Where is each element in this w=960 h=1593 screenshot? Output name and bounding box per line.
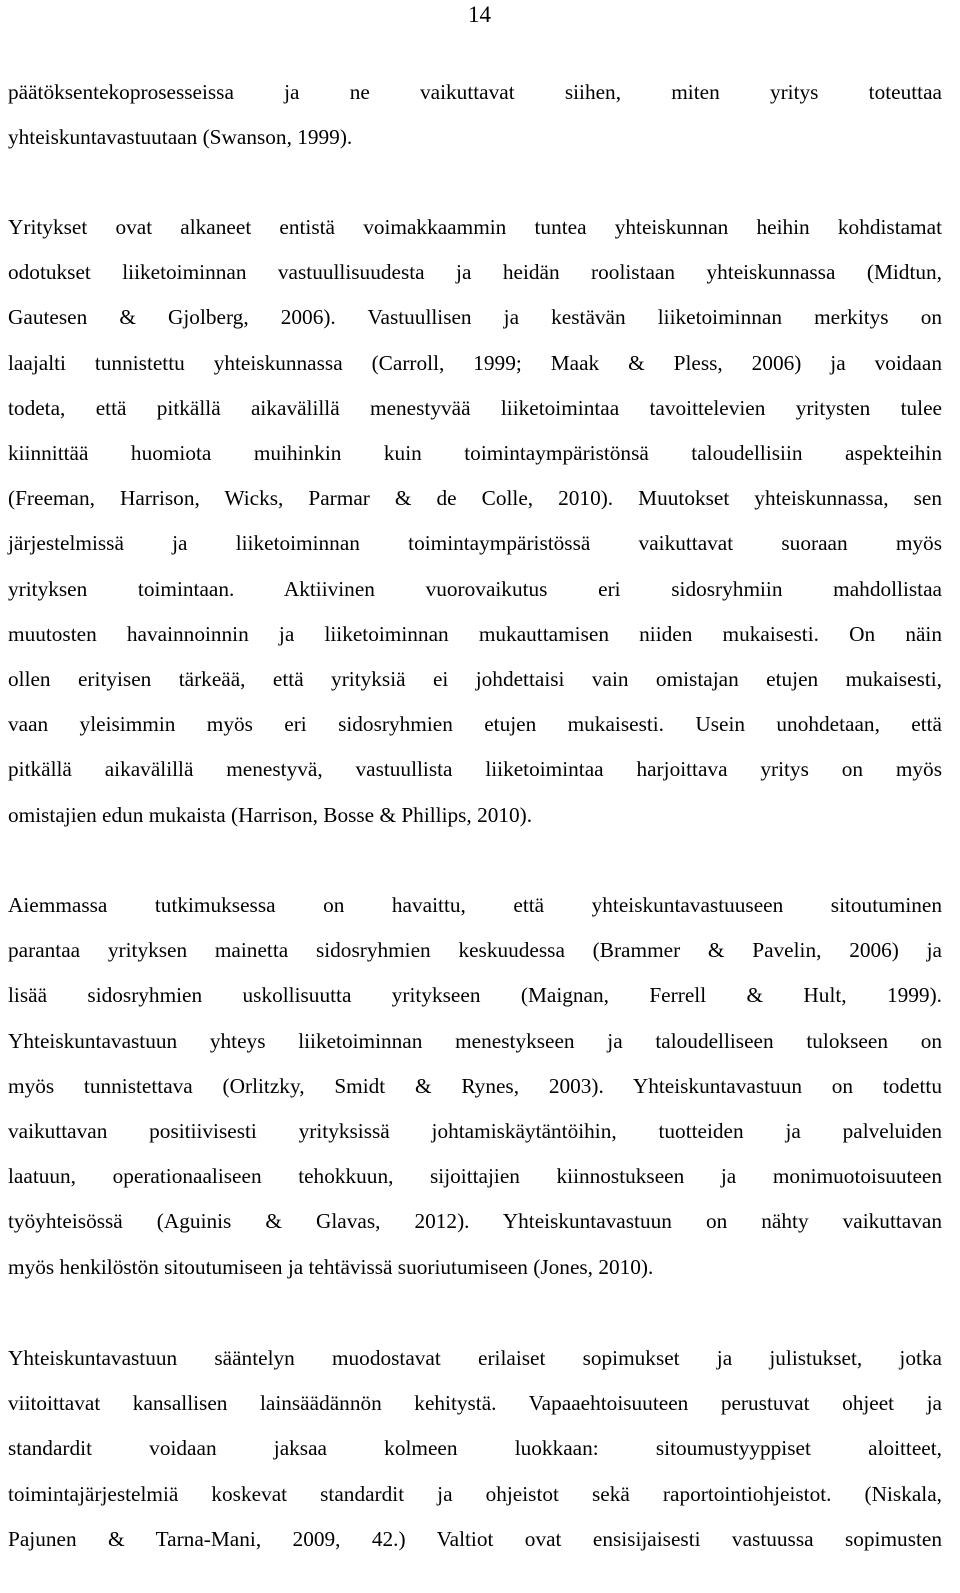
text-line: ollen erityisen tärkeää, että yrityksiä ei johdettaisi vain omistajan etujen mukaisesti, [8, 667, 942, 691]
text-line: viitoittavat kansallisen lainsäädännön kehitystä. Vapaaehtoisuuteen perustuvat ohjeet ja [8, 1391, 942, 1416]
text-line: standardit voidaan jaksaa kolmeen luokkaan: sitoumustyyppiset aloitteet, [8, 1436, 942, 1461]
text-line: Yhteiskuntavastuun yhteys liiketoiminnan menestykseen ja taloudelliseen tulokseen on [8, 1028, 942, 1053]
text-line: todeta, että pitkällä aikavälillä menestyvää liiketoimintaa tavoittelevien yritysten tulee [8, 395, 942, 420]
text-line: työyhteisössä (Aguinis & Glavas, 2012). Yhteiskuntavastuun on nähty vaikuttavan [8, 1209, 942, 1234]
text-line: vaikuttavan positiivisesti yrityksissä johtamiskäytäntöihin, tuotteiden ja palveluiden [8, 1119, 942, 1143]
text-line: omistajien edun mukaista (Harrison, Bosse & Phillips, 2010). [8, 802, 533, 827]
text-line: vaan yleisimmin myös eri sidosryhmien etujen mukaisesti. Usein unohdetaan, että [8, 712, 942, 737]
text-line: päätöksentekoprosesseissa ja ne vaikuttavat siihen, miten yritys toteuttaa [8, 80, 942, 104]
text-line: järjestelmissä ja liiketoiminnan toimintaympäristössä vaikuttavat suoraan myös [8, 531, 942, 556]
text-line: myös tunnistettava (Orlitzky, Smidt & Rynes, 2003). Yhteiskuntavastuun on todettu [8, 1073, 942, 1098]
text-line: parantaa yrityksen mainetta sidosryhmien keskuudessa (Brammer & Pavelin, 2006) ja [8, 938, 942, 963]
text-line: Aiemmassa tutkimuksessa on havaittu, että yhteiskuntavastuuseen sitoutuminen [8, 893, 942, 917]
text-line: Pajunen & Tarna-Mani, 2009, 42.) Valtiot ovat ensisijaisesti vastuussa sopimusten [8, 1526, 942, 1551]
text-line: Yritykset ovat alkaneet entistä voimakkaammin tuntea yhteiskunnan heihin kohdistamat [8, 215, 942, 239]
text-line: lisää sidosryhmien uskollisuutta yritykseen (Maignan, Ferrell & Hult, 1999). [8, 983, 942, 1008]
text-line: (Freeman, Harrison, Wicks, Parmar & de Colle, 2010). Muutokset yhteiskunnassa, sen [8, 486, 942, 511]
text-line: odotukset liiketoiminnan vastuullisuudesta ja heidän roolistaan yhteiskunnassa (Midtun, [8, 260, 942, 285]
text-line: myös henkilöstön sitoutumiseen ja tehtävissä suoriutumiseen (Jones, 2010). [8, 1254, 654, 1279]
text-line: Gautesen & Gjolberg, 2006). Vastuullisen ja kestävän liiketoiminnan merkitys on [8, 305, 942, 330]
text-line: pitkällä aikavälillä menestyvä, vastuullista liiketoimintaa harjoittava yritys on myös [8, 757, 942, 782]
text-line: Yhteiskuntavastuun sääntelyn muodostavat erilaiset sopimukset ja julistukset, jotka [8, 1346, 942, 1370]
text-line: laajalti tunnistettu yhteiskunnassa (Carroll, 1999; Maak & Pless, 2006) ja voidaan [8, 350, 942, 375]
text-line: laatuun, operationaaliseen tehokkuun, sijoittajien kiinnostukseen ja monimuotoisuuteen [8, 1164, 942, 1189]
text-line: muutosten havainnoinnin ja liiketoiminnan mukauttamisen niiden mukaisesti. On näin [8, 621, 942, 646]
text-line: yrityksen toimintaan. Aktiivinen vuorovaikutus eri sidosryhmiin mahdollistaa [8, 576, 942, 601]
text-line: kiinnittää huomiota muihinkin kuin toimintaympäristönsä taloudellisiin aspekteihin [8, 441, 942, 465]
page-number: 14 [468, 2, 491, 27]
text-line: yhteiskuntavastuutaan (Swanson, 1999). [8, 125, 353, 150]
text-line: toimintajärjestelmiä koskevat standardit ja ohjeistot sekä raportointiohjeistot. (Niskala, [8, 1481, 942, 1506]
